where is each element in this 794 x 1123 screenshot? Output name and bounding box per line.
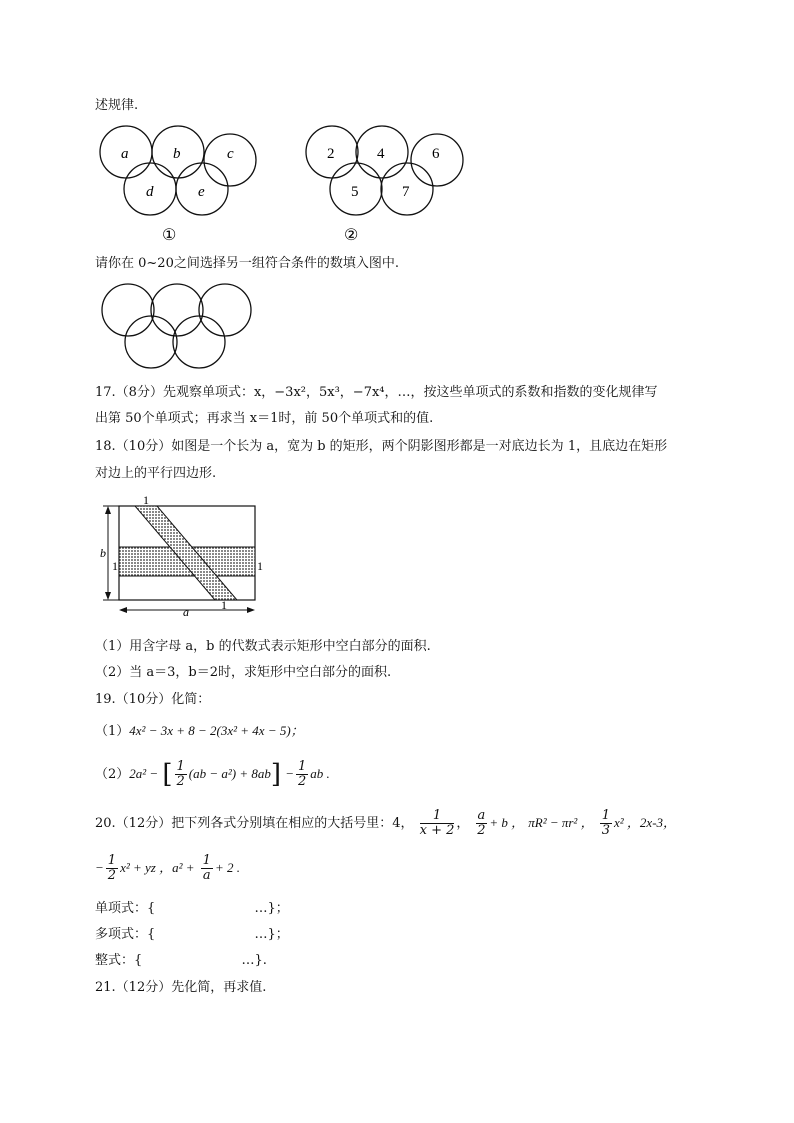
fig2-label-6: 6 [432,146,440,162]
ring [125,316,177,368]
q20-line1: 20.（12分）把下列各式分别填在相应的大括号里：4， $\frac{1}{x + 2}$ ， $\frac{a}{2}$ + b ， πR² − πr² ， $\frac{1}{3}$ x² ，2x-3， [95,808,677,838]
q20-f4-num: 1 [107,853,117,868]
q19-sub2: （2）2a² − [ $\frac{1}{2}$ (ab − a²) + 8ab] − $\frac{1}{2}$ ab . [95,759,330,790]
q19-sub2-inner: (ab − a²) + 8ab [188,766,271,781]
q20-monomial: 单项式：{ …}； [95,901,289,916]
q20-text: 20.（12分）把下列各式分别填在相应的大括号里：4， [95,816,414,831]
q17-text: 17.（8分）先观察单项式：x，−3x²，5x³，−7x⁴，…，按这些单项式的系数和指数的变化规律写 [95,385,658,400]
fig1-label-a: a [121,146,129,162]
q19-sub1 [95,721,304,742]
figure-2-rings [306,126,463,215]
q19-sub1-expr: 4x² − 3x + 8 − 2(3x² + 4x − 5)； [129,723,304,738]
q21-text: 21.（12分）先化简，再求值. [95,980,267,995]
ring [199,284,251,336]
q18-sub1: （1）用含字母 a，b 的代数式表示矩形中空白部分的面积. [95,639,431,654]
q20-integral: 整式：{ …}. [95,953,267,968]
label-b: b [100,546,106,560]
fig1-label-b: b [173,146,181,162]
q19-sub2-c: ab . [310,766,330,781]
q19-sub1-prefix: （1） [95,724,130,739]
label-left-1: 1 [112,559,118,573]
fig1-label-d: d [146,184,154,200]
ring [102,284,154,336]
fig2-label-2: 2 [327,146,335,162]
instruction-fill: 请你在 0~20之间选择另一组符合条件的数填入图中. [95,256,399,271]
fig1-caption: ① [162,227,177,244]
q20-t3: πR² − πr² ， [528,815,594,830]
q20-polynomial: 多项式：{ …}； [95,927,289,942]
q19-sub2-b: − [285,766,294,781]
fig2-label-4: 4 [377,146,385,162]
label-right-1: 1 [257,559,263,573]
q20-f3-num: 1 [601,808,610,823]
q20-f2-den: 2 [477,823,486,838]
q19-sub2-a: 2a² − [129,766,159,781]
q20-f3-den: 3 [601,823,610,838]
figure-1-rings [100,126,256,215]
q19-half-den: 2 [176,774,185,789]
q19-sub2-prefix: （2） [95,767,130,782]
q20-f3-tail: x² ，2x-3， [614,815,677,830]
q19-half2-num: 1 [297,759,307,774]
q20-f4-den: 2 [107,868,117,883]
q19-half2-den: 2 [297,774,307,789]
empty-rings-figure [95,280,260,372]
intro-tail: 述规律. [95,98,139,113]
q20-f5-tail: + 2 . [214,860,240,875]
label-top-1: 1 [143,493,149,507]
fig2-label-5: 5 [351,184,359,200]
label-bottom-1: 1 [221,598,227,612]
q20-f1-den: x + 2 [419,823,455,838]
q17-text2: 出第 50个单项式；再求当 x＝1时，前 50个单项式和的值. [95,411,434,426]
q18-sub2: （2）当 a＝3，b＝2时，求矩形中空白部分的面积. [95,665,392,680]
q20-f5-num: 1 [202,853,211,868]
q20-f1-num: 1 [420,809,455,824]
q20-f2-tail: + b ， [489,815,525,830]
q20-f2-num: a [477,808,486,823]
fig2-caption: ② [344,227,359,244]
q20-f4-tail: x² + yz ，a² + [120,860,195,875]
fig1-label-c: c [227,146,234,162]
q20-line2-prefix: − [95,860,104,875]
q20-f5-den: a [202,868,211,883]
q18-text2: 对边上的平行四边形. [95,466,217,481]
fig2-label-7: 7 [402,184,410,200]
label-a: a [183,605,189,619]
q20-line2 [95,852,240,885]
q19-half-num: 1 [176,759,185,774]
rectangle-figure [95,490,270,620]
olympic-rings-figures [90,122,480,247]
fig1-label-e: e [198,184,205,200]
q19-text: 19.（10分）化简： [95,692,211,707]
q18-text: 18.（10分）如图是一个长为 a，宽为 b 的矩形，两个阴影图形都是一对底边长为 1，且底边在矩形 [95,439,668,454]
